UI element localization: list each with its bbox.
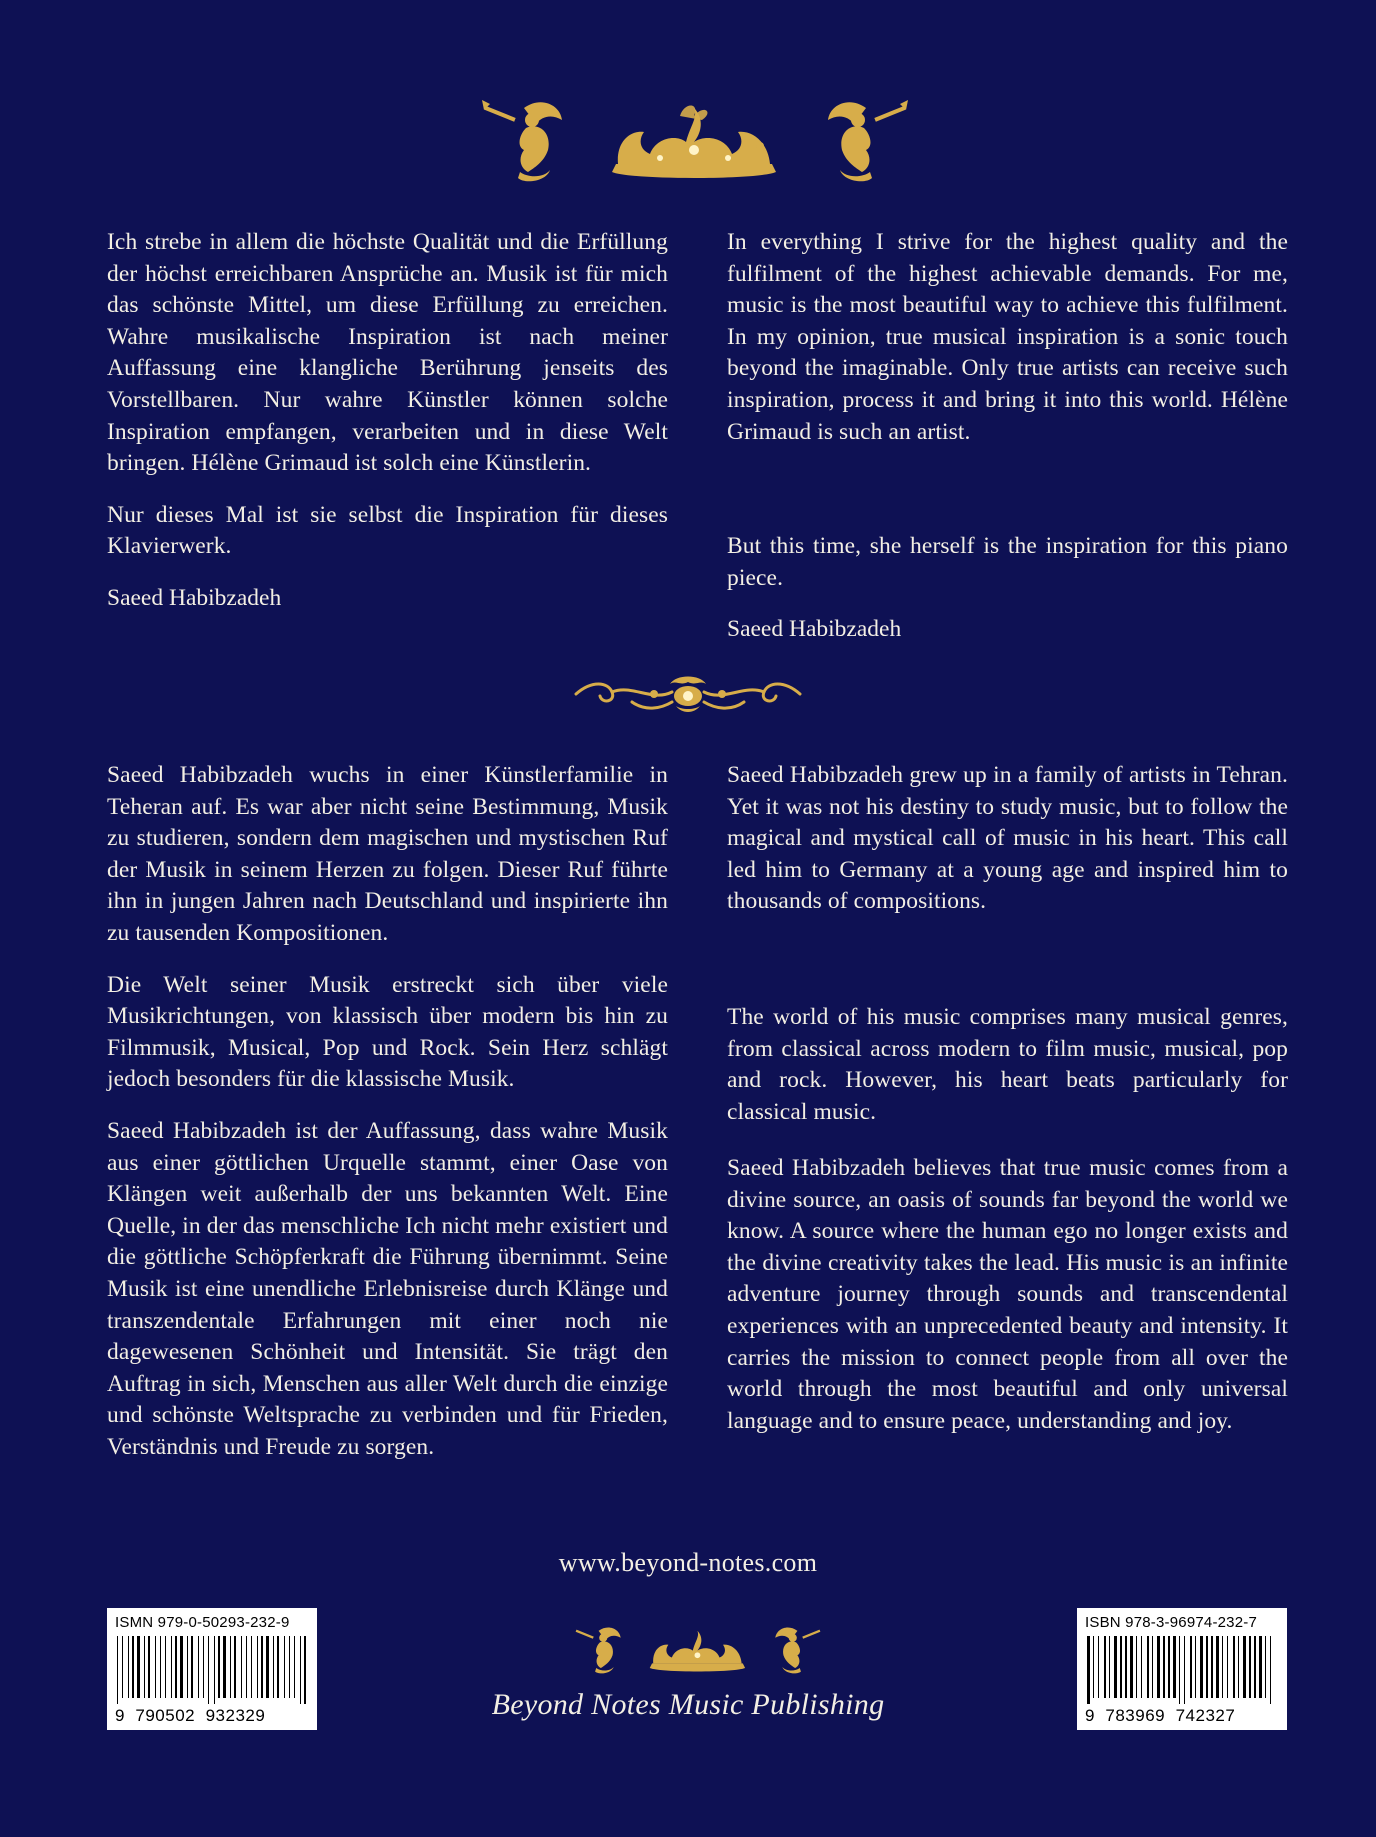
barcode-bar (1206, 1636, 1208, 1698)
quote-german-paragraph: Nur dieses Mal ist sie selbst die Inspiration für dieses Klavierwerk. (107, 501, 668, 560)
barcode-bar (1125, 1636, 1127, 1698)
barcode-bar (1233, 1636, 1235, 1698)
left-angel-icon (576, 1627, 621, 1673)
crown-icon (612, 106, 776, 179)
barcode-bar (1243, 1636, 1246, 1698)
top-ornament (480, 98, 910, 184)
barcode-bar (1200, 1636, 1203, 1698)
barcode-bars-icon (1085, 1636, 1279, 1704)
ismn-digits: 9 790502 932329 (115, 1706, 266, 1725)
website-link[interactable]: www.beyond-notes.com (558, 1548, 818, 1577)
quote-english-paragraph: In everything I strive for the highest quality and the fulfilment of the highest achievable demands. For me, music is the most beautiful way to achieve this fulfilment. In my opinion, true musical inspiration is a sonic touch beyond the imaginable. Only true artists can receive such inspiration, process it and bring it into this world. Hélène Grimaud is such an artist. (727, 229, 1288, 445)
bio-english-paragraph: Saeed Habibzadeh believes that true music comes from a divine source, an oasis of sounds far beyond the world we know. A source where the human ego no longer exists and the divine creativity takes the lead. His music is an infinite adventure journey through sounds and transcendental experiences with an unprecedented beauty and intensity. It carries the mission to connect people from all over the world through the most beautiful and only universal language and to ensure peace, understanding and joy. (727, 1155, 1288, 1434)
quote-german (107, 227, 668, 615)
barcode-bar (1173, 1636, 1176, 1698)
publisher-logo (573, 1625, 823, 1675)
quote-german-paragraph: Ich strebe in allem die höchste Qualität und die Erfüllung der höchst erreichbaren Ansprüche an. Musik ist für mich das schönste Mittel, um diese Erfüllung zu erreichen. Wahre musikalische Inspiration ist nach meiner Auffassung eine klangliche Berührung jenseits des Vorstellbaren. Nur wahre Künstler können solche Inspiration empfangen, verarbeiten und in diese Welt bringen. Hélène Grimaud ist solch eine Künstlerin. (107, 229, 668, 477)
barcode-bar (1211, 1636, 1213, 1698)
left-angel-icon (482, 100, 562, 181)
barcode-bar (1120, 1636, 1122, 1698)
isbn-code: ISBN 978-3-96974-232-7 (1085, 1614, 1258, 1631)
bio-english (727, 760, 1288, 1540)
flourish-ornament (572, 672, 804, 716)
barcode-bar (1136, 1636, 1137, 1698)
barcode-bar (1130, 1636, 1133, 1698)
bio-german-paragraph: Saeed Habibzadeh wuchs in einer Künstlerfamilie in Teheran auf. Es war aber nicht seine Bestimmung, Musik zu studieren, sondern dem magischen und mystischen Ruf der Musik in seinem Herzen zu folgen. Dieser Ruf führte ihn in jungen Jahren nach Deutschland und inspirierte ihn zu tausenden Kompositionen. (107, 762, 668, 946)
quote-english-paragraph: But this time, she herself is the inspiration for this piano piece. (727, 533, 1288, 591)
barcode-bar (1098, 1636, 1099, 1698)
barcode-bar (1190, 1636, 1192, 1698)
bio-german-paragraph: Die Welt seiner Musik erstreckt sich über viele Musikrichtungen, von klassisch über modern bis hin zu Filmmusik, Musical, Pop und Rock. Sein Herz schlägt jedoch besonders für die klassische Musik. (107, 971, 668, 1093)
barcode-bar (1147, 1636, 1149, 1698)
bio-english-paragraph: The world of his music comprises many musical genres, from classical across modern to film music, musical, pop and rock. However, his heart beats particularly for classical music. (727, 1004, 1288, 1125)
barcode-bar (1216, 1636, 1219, 1698)
publisher-name: Beyond Notes Music Publishing (491, 1688, 885, 1721)
barcode-bar (1249, 1636, 1251, 1698)
barcode-bar (1114, 1636, 1117, 1698)
barcode-bar (1157, 1636, 1160, 1698)
right-angel-icon (775, 1627, 820, 1673)
quote-german-signature: Saeed Habibzadeh (107, 584, 282, 611)
crown-icon (650, 1631, 745, 1672)
barcode-bar (1238, 1636, 1239, 1698)
isbn-barcode (1077, 1608, 1287, 1730)
barcode-bar (1152, 1636, 1153, 1698)
quote-english-signature: Saeed Habibzadeh (727, 616, 902, 642)
bio-german-paragraph: Saeed Habibzadeh ist der Auffassung, dass wahre Musik aus einer göttlichen Urquelle stammt, einer Oase von Klängen weit außerhalb der uns bekannten Welt. Eine Quelle, in der das menschliche Ich nicht mehr existiert und die göttliche Schöpferkraft die Führung übernimmt. Seine Musik ist eine unendliche Erlebnisreise durch Klänge und transzendentale Erfahrungen mit einer noch nie dagewesenen Schönheit und Intensität. Sie trägt den Auftrag in sich, Menschen aus aller Welt durch die einzige und schönste Weltsprache zu verbinden und für Frieden, Verständnis und Freude zu sorgen. (107, 1117, 668, 1460)
barcode-bar (1227, 1636, 1228, 1698)
isbn-digits: 9 783969 742327 (1085, 1706, 1236, 1725)
barcode-bar (1168, 1636, 1170, 1698)
barcode-bar (1254, 1636, 1256, 1698)
barcode-bar (1222, 1636, 1223, 1698)
barcode-bar (1265, 1636, 1266, 1698)
barcode-bar (1093, 1636, 1094, 1698)
barcode-bar (1179, 1636, 1180, 1704)
barcode-bar (1109, 1636, 1110, 1698)
barcode-bar (1270, 1636, 1271, 1704)
right-angel-icon (828, 100, 908, 181)
barcode-bar (1163, 1636, 1165, 1698)
barcode-bar (1195, 1636, 1196, 1698)
barcode-bar (1259, 1636, 1262, 1698)
bio-english-paragraph: Saeed Habibzadeh grew up in a family of artists in Tehran. Yet it was not his destiny to study music, but to follow the magical and mystical call of music in his heart. This call led him to Germany at a young age and inspired him to thousands of compositions. (727, 762, 1288, 915)
barcode-bar (1087, 1636, 1090, 1704)
bio-german (107, 760, 668, 1463)
barcode-bar (1141, 1636, 1142, 1698)
barcode-bar (1104, 1636, 1106, 1698)
barcode-bar (1184, 1636, 1185, 1704)
quote-english (727, 227, 1288, 642)
ismn-code: ISMN 979-0-50293-232-9 (115, 1614, 290, 1631)
